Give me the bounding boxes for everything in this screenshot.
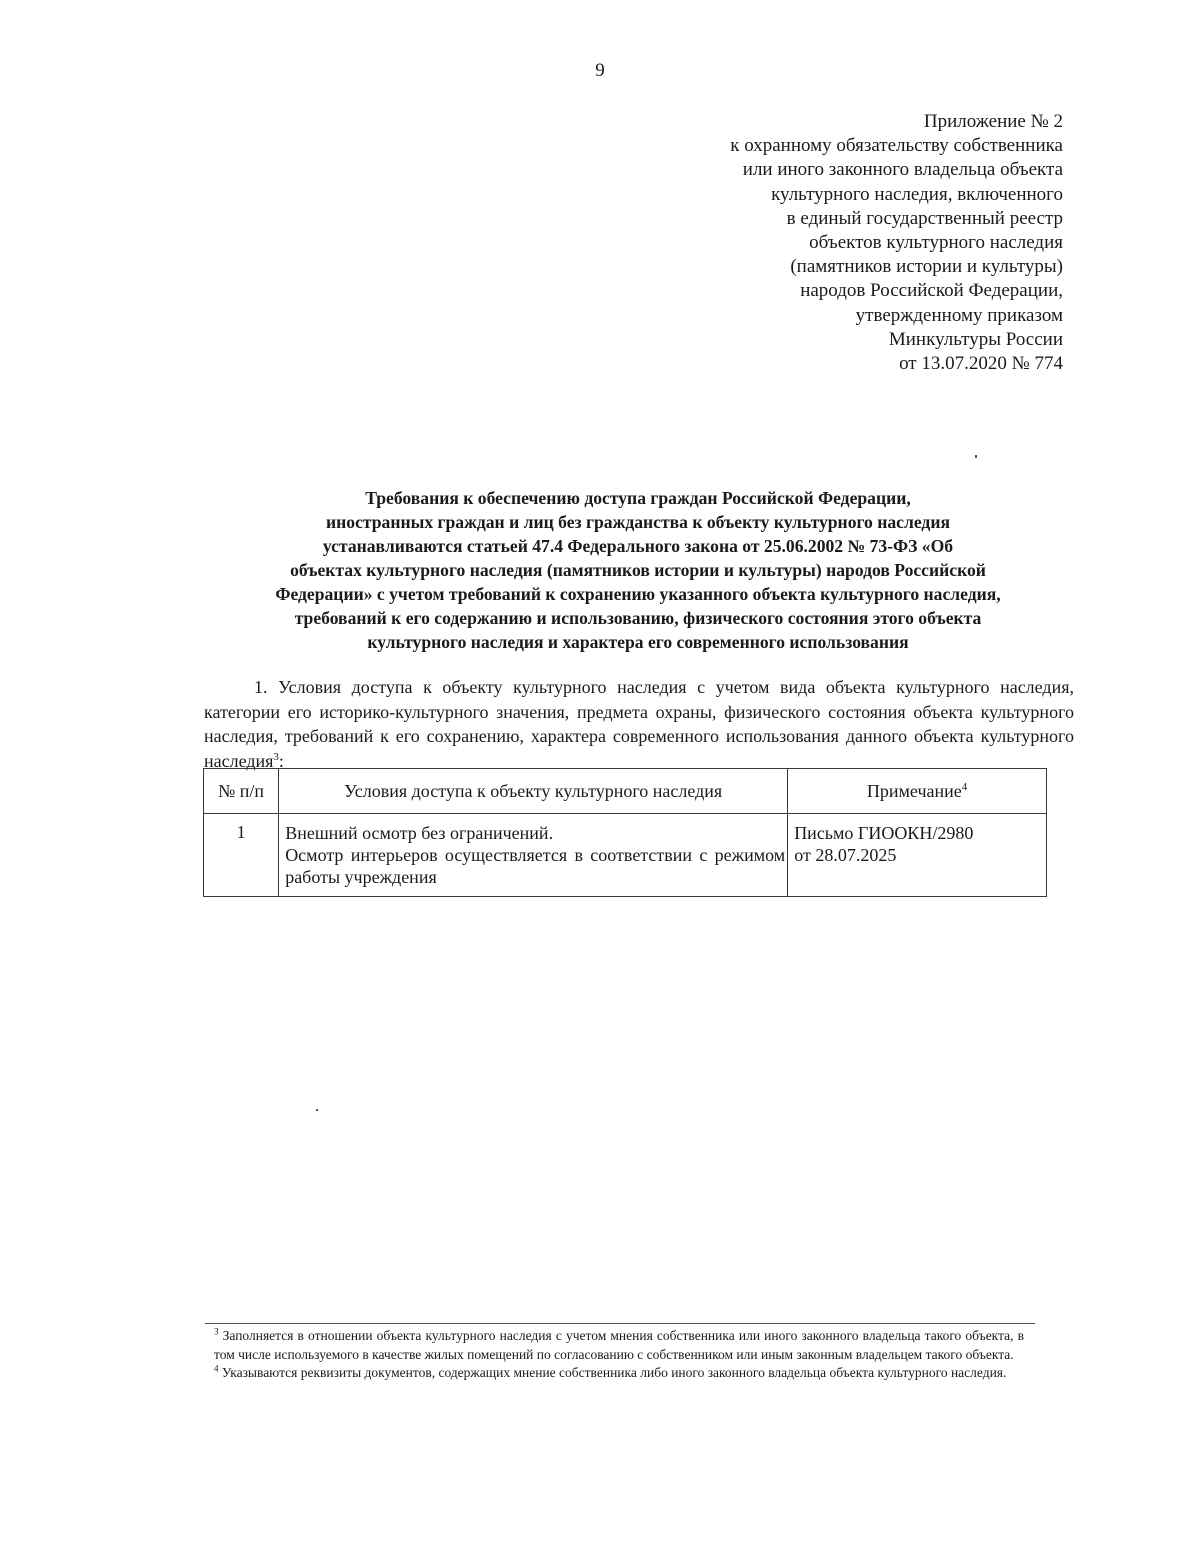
footnote-text: Заполняется в отношении объекта культурного наследия с учетом мнения собственника или иного законного владельца такого объекта, в том числе используемого в качестве жилых помещений по согласованию с собственником или иным законным владельцем такого объекта.: [214, 1328, 1024, 1362]
heading-line: Требования к обеспечению доступа граждан Российской Федерации,: [365, 488, 911, 508]
footnote-item: [214, 1327, 1024, 1364]
paragraph-text: 1. Условия доступа к объекту культурного наследия с учетом вида объекта культурного наследия, категории его историко-культурного значения, предмета охраны, физического состояния объекта культурного наследия, требований к его сохранению, характера современного использования данного объекта культурного наследия: [204, 677, 1074, 771]
appendix-line: или иного законного владельца объекта: [742, 159, 1063, 181]
footnote-item: [214, 1364, 1024, 1383]
page-number: 9: [595, 60, 605, 81]
footnote-text: Указываются реквизиты документов, содержащих мнение собственника либо иного законного владельца объекта культурного наследия.: [221, 1365, 1007, 1381]
footnote-separator: [205, 1323, 1035, 1324]
cell-conditions: [279, 814, 788, 897]
appendix-line: Приложение № 2: [923, 111, 1063, 132]
appendix-line: Минкультуры России: [888, 328, 1063, 350]
appendix-line: от 13.07.2020 № 774: [899, 353, 1063, 375]
appendix-line: утвержденному приказом: [855, 304, 1063, 326]
heading-line: иностранных граждан и лиц без гражданства к объекту культурного наследия: [326, 512, 950, 532]
appendix-line: к охранному обязательству собственника: [730, 135, 1063, 157]
footnotes: [214, 1327, 1024, 1383]
appendix-line: объектов культурного наследия: [809, 232, 1063, 254]
header-num: № п/п: [204, 769, 279, 814]
heading-line: устанавливаются статьей 47.4 Федерального закона от 25.06.2002 № 73-ФЗ «Об: [322, 536, 954, 556]
heading-line: объектах культурного наследия (памятников истории и культуры) народов Российской: [290, 560, 986, 580]
footnote-ref: 3: [273, 750, 279, 763]
heading-line: Федерации» с учетом требований к сохранению указанного объекта культурного наследия,: [275, 584, 1001, 604]
footnote-ref: 4: [961, 780, 968, 793]
footnote-number: 3: [214, 1326, 219, 1337]
header-note-label: Примечание: [866, 780, 962, 801]
scan-speck: [975, 455, 977, 458]
paragraph-end: :: [278, 750, 284, 771]
appendix-line: (памятников истории и культуры): [790, 256, 1063, 278]
document-heading: [180, 486, 1096, 654]
heading-line: требований к его содержанию и использованию, физического состояния этого объекта: [294, 608, 982, 628]
cell-note: [788, 814, 1047, 897]
cell-num: 1: [204, 814, 279, 897]
paragraph-access-conditions: [204, 675, 1074, 773]
scan-speck: [316, 1109, 318, 1111]
cell-line: Письмо ГИООКН/2980: [794, 823, 974, 843]
cell-line: от 28.07.2025: [794, 845, 897, 865]
appendix-block: [633, 110, 1063, 376]
appendix-line: в единый государственный реестр: [786, 207, 1063, 229]
appendix-line: народов Российской Федерации,: [800, 280, 1063, 302]
table-header-row: [204, 769, 1047, 814]
header-note: [788, 769, 1047, 814]
table-row: [204, 814, 1047, 897]
cell-line: Внешний осмотр без ограничений.: [285, 823, 554, 843]
header-conditions: Условия доступа к объекту культурного наследия: [279, 769, 788, 814]
footnote-number: 4: [214, 1363, 219, 1374]
appendix-line: культурного наследия, включенного: [771, 183, 1063, 205]
access-conditions-table: [203, 768, 1047, 897]
heading-line: культурного наследия и характера его современного использования: [367, 632, 909, 652]
cell-line: Осмотр интерьеров осуществляется в соответствии с режимом работы учреждения: [285, 845, 786, 887]
